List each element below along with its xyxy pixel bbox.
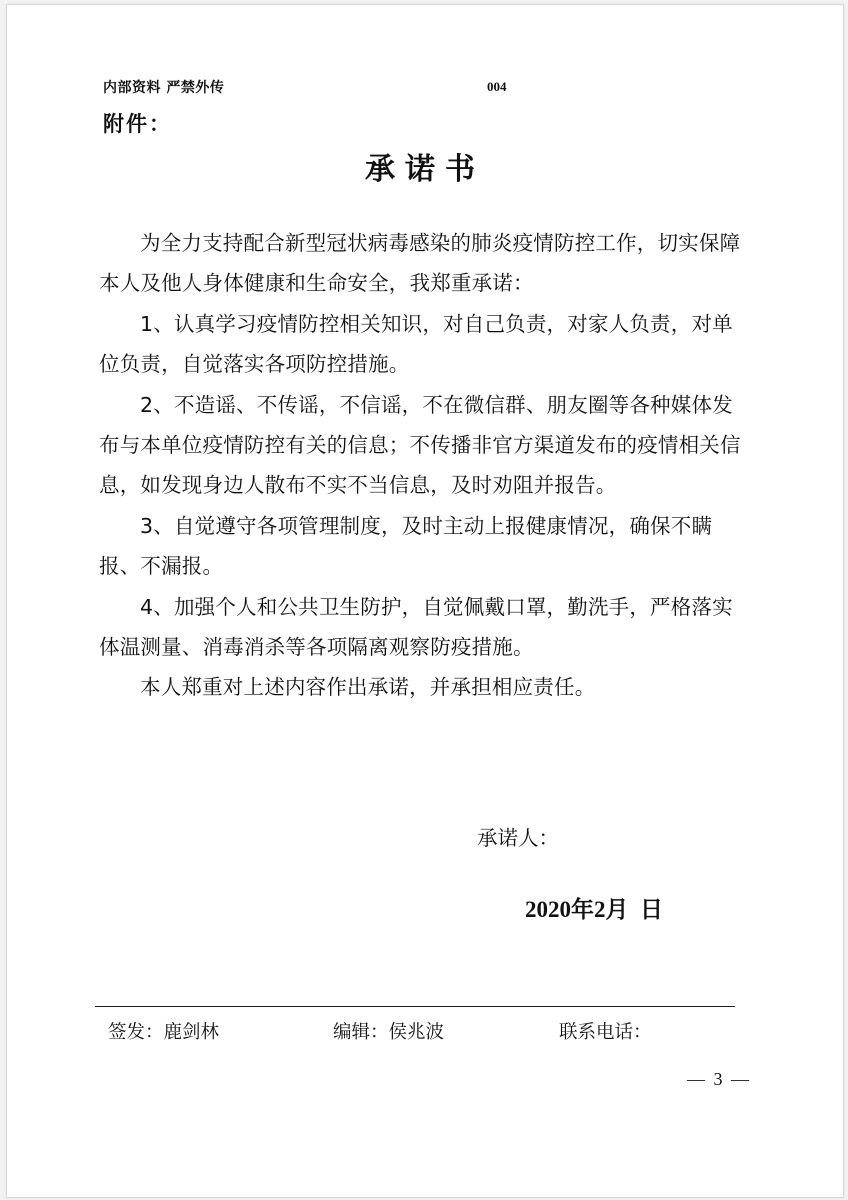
page-number: — 3 — <box>687 1069 751 1089</box>
footer-issued-by: 签发：鹿剑林 <box>108 1022 220 1043</box>
doc-number: 004 <box>487 79 507 94</box>
document-page <box>6 4 844 1198</box>
signature-date: 2020年2月 日 <box>525 897 663 922</box>
internal-note: 内部资料 严禁外传 <box>103 80 225 96</box>
footer-contact: 联系电话： <box>559 1022 652 1043</box>
pledge-item-2: 2、不造谣、不传谣，不信谣，不在微信群、朋友圈等各种媒体发布与本单位疫情防控有关的信息；不传播非官方渠道发布的疫情相关信息，如发现身边人散布不实不当信息，及时劝阻并报告。 <box>99 392 741 498</box>
intro-paragraph: 为全力支持配合新型冠状病毒感染的肺炎疫情防控工作，切实保障本人及他人身体健康和生命安全，我郑重承诺： <box>99 231 741 296</box>
closing-paragraph: 本人郑重对上述内容作出承诺，并承担相应责任。 <box>140 675 596 700</box>
pledge-item-3: 3、自觉遵守各项管理制度，及时主动上报健康情况，确保不瞒报、不漏报。 <box>99 513 713 579</box>
page-title: 承诺书 <box>365 152 485 187</box>
promisor-label: 承诺人： <box>477 826 559 850</box>
pledge-item-1: 1、认真学习疫情防控相关知识，对自己负责，对家人负责，对单位负责，自觉落实各项防控措施。 <box>99 311 733 377</box>
footer-divider <box>95 1006 735 1007</box>
pledge-item-4: 4、加强个人和公共卫生防护，自觉佩戴口罩，勤洗手，严格落实体温测量、消毒消杀等各项隔离观察防疫措施。 <box>99 594 733 660</box>
attachment-label: 附件： <box>103 112 172 136</box>
pledge-body <box>99 223 749 708</box>
footer-editor: 编辑：侯兆波 <box>333 1022 445 1043</box>
